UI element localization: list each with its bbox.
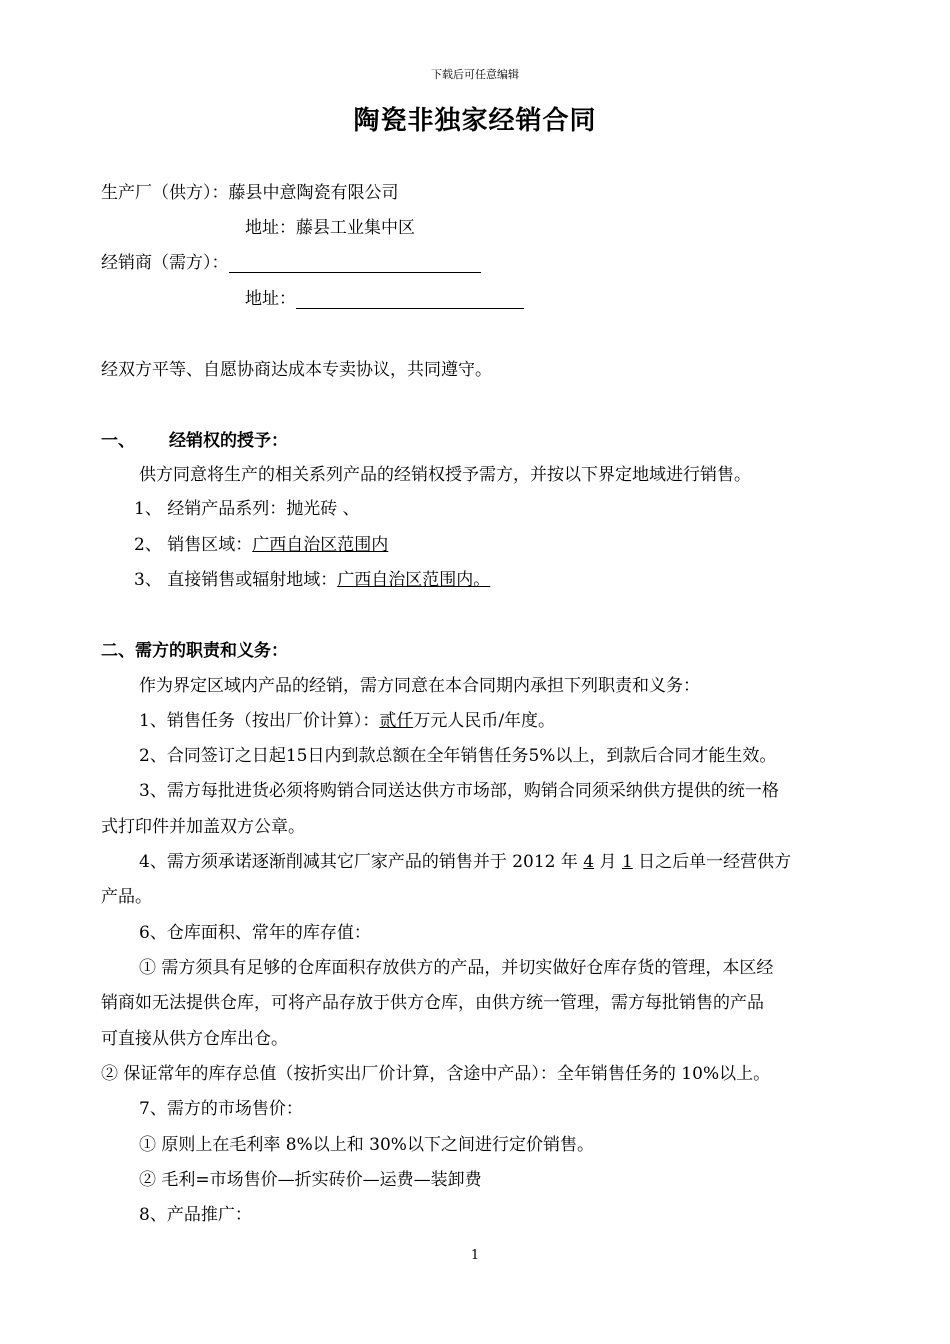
section1-item2-value: 广西自治区范围内 [252,535,389,555]
section2-item6-p1-line3: 可直接从供方仓库出仓。 [101,1029,288,1049]
section1-item3 [134,565,490,590]
page-number: 1 [470,1248,480,1263]
section1-paragraph: 供方同意将生产的相关系列产品的经销权授予需方，并按以下界定地域进行销售。 [139,465,751,485]
section2-item4-pre: 4、需方须承诺逐渐削减其它厂家产品的销售并于 2012 年 [139,852,584,872]
section2-item6-heading: 6、仓库面积、常年的库存值： [139,923,371,943]
section2-item6-p1-line2: 销商如无法提供仓库，可将产品存放于供方仓库，由供方统一管理，需方每批销售的产品 [101,993,764,1013]
section2-item8-heading: 8、产品推广： [139,1205,252,1225]
supplier-line [101,178,399,203]
section2-item3-line1: 3、需方每批进货必须将购销合同送达供方市场部，购销合同须采纳供方提供的统一格 [139,781,779,801]
section2-item3-line2: 式打印件并加盖双方公章。 [101,817,305,837]
dealer-address-line [245,284,524,309]
section2-item1 [139,706,555,731]
section2-item6-p2: ② 保证常年的库存总值（按折实出厂价计算，含途中产品）：全年销售任务的 10%以上。 [101,1064,771,1084]
intro-paragraph: 经双方平等、自愿协商达成本专卖协议，共同遵守。 [101,360,492,380]
supplier-address-line [245,213,415,238]
item4-month: 4 [583,852,595,872]
header-note: 下载后可任意编辑 [431,68,519,81]
section1-heading-num: 一、 [101,431,135,451]
section2-item7-heading: 7、需方的市场售价： [139,1099,303,1119]
supplier-address: 藤县工业集中区 [296,218,415,238]
page-title: 陶瓷非独家经销合同 [353,106,597,136]
section2-item1-pre: 1、销售任务（按出厂价计算）： [139,711,380,731]
dealer-address-blank[interactable] [296,290,524,309]
dealer-name-blank[interactable] [229,254,481,273]
section1-heading [101,426,288,451]
section2-item1-post: 万元人民币/年度。 [413,711,556,731]
section1-item2 [134,530,388,555]
item4-day: 1 [621,852,633,872]
section1-item3-label: 3、 直接销售或辐射地域： [134,570,338,590]
section2-item7-p2: ② 毛利=市场售价—折实砖价—运费—装卸费 [139,1170,482,1190]
supplier-label: 生产厂（供方）： [101,183,229,203]
section2-heading: 二、需方的职责和义务： [101,641,288,661]
dealer-label: 经销商（需方）： [101,253,229,273]
sales-target-amount: 贰仟 [379,711,414,731]
section1-item2-label: 2、 销售区域： [134,535,253,555]
section2-item6-p1-line1: ① 需方须具有足够的仓库面积存放供方的产品，并切实做好仓库存货的管理，本区经 [139,958,774,978]
supplier-address-label: 地址： [245,218,296,238]
dealer-address-label: 地址： [245,289,296,309]
section2-item4-mid: 月 [594,852,622,872]
section2-item4-line2: 产品。 [101,887,152,907]
section1-heading-text: 经销权的授予： [169,431,288,451]
section1-item1: 1、 经销产品系列：抛光砖 、 [134,499,360,519]
section2-item4 [139,847,791,872]
section2-item4-post: 日之后单一经营供方 [632,852,792,872]
section1-item3-value: 广西自治区范围内。 [337,570,491,590]
section2-item7-p1: ① 原则上在毛利率 8%以上和 30%以下之间进行定价销售。 [139,1135,594,1155]
dealer-line [101,248,481,273]
section2-item2: 2、合同签订之日起15日内到款总额在全年销售任务5%以上，到款后合同才能生效。 [139,746,777,766]
supplier-name: 藤县中意陶瓷有限公司 [228,183,399,203]
section2-paragraph: 作为界定区域内产品的经销，需方同意在本合同期内承担下列职责和义务： [139,676,700,696]
